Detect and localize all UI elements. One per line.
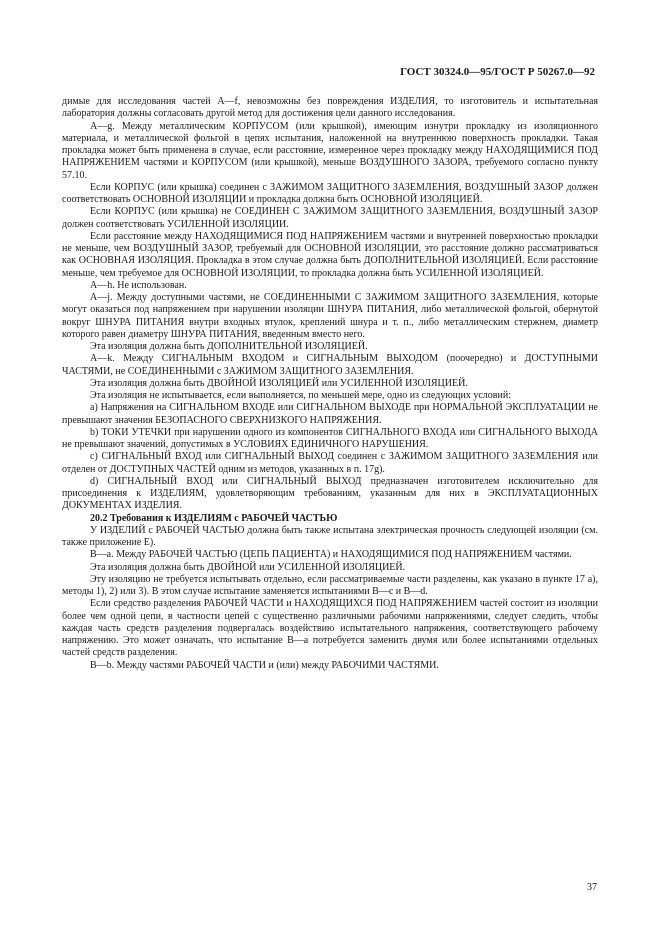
paragraph: А—g. Между металлическим КОРПУСОМ (или крышкой), имеющим изнутри прокладку из изоляционного материала, и металлической фольгой в цепях испытания, наложенной на внутреннюю поверхность прокладки. Такая прокладка может быть применена в случае, если расстояние, измеренное через прокладку между НАХОДЯЩИМИСЯ ПОД НАПРЯЖЕНИЕМ частями и КОРПУСОМ (или крышкой), меньше ВОЗДУШНОГО ЗАЗОРА, требуемого согласно пункту 57.10. xyxy=(62,120,598,181)
paragraph: В—b. Между частями РАБОЧЕЙ ЧАСТИ и (или) между РАБОЧИМИ ЧАСТЯМИ. xyxy=(90,659,439,671)
list-item: b) ТОКИ УТЕЧКИ при нарушении одного из компонентов СИГНАЛЬНОГО ВХОДА или СИГНАЛЬНОГО ВЫХОДА не превышают значений, допустимых в УСЛОВИЯХ ЕДИНИЧНОГО НАРУШЕНИЯ. xyxy=(62,426,598,450)
section-heading: 20.2 Требования к ИЗДЕЛИЯМ с РАБОЧЕЙ ЧАСТЬЮ xyxy=(90,512,338,524)
paragraph: А—h. Не использован. xyxy=(90,279,187,291)
paragraph: Эта изоляция должна быть ДВОЙНОЙ ИЗОЛЯЦИЕЙ или УСИЛЕННОЙ ИЗОЛЯЦИЕЙ. xyxy=(90,377,468,389)
document-header: ГОСТ 30324.0—95/ГОСТ Р 50267.0—92 xyxy=(400,66,595,78)
paragraph: димые для исследования частей А—f, невозможны без повреждения ИЗДЕЛИЯ, то изготовитель и испытательная лаборатория должны согласовать другой метод для достижения цели данного исследования. xyxy=(62,96,598,120)
page-number: 37 xyxy=(587,882,597,893)
paragraph: Эта изоляция не испытывается, если выполняется, по меньшей мере, одно из следующих условий: xyxy=(90,390,511,401)
paragraph: Если средство разделения РАБОЧЕЙ ЧАСТИ и НАХОДЯЩИХСЯ ПОД НАПРЯЖЕНИЕМ частей состоит из изоляции более чем одной цепи, в частности цепей с существенно различными рабочими напряжениями, следует следить, чтобы каждая часть средств разделения подвергалась воздействию испытательного напряжения, соответствующего рабочему напряжению. Это может означать, что испытание В—а потребуется заменить двумя или более испытаниями отдельных частей средств разделения. xyxy=(62,598,598,659)
list-item: с) СИГНАЛЬНЫЙ ВХОД или СИГНАЛЬНЫЙ ВЫХОД соединен с ЗАЖИМОМ ЗАЩИТНОГО ЗАЗЕМЛЕНИЯ или отделен от ДОСТУПНЫХ ЧАСТЕЙ одним из методов, указанных в п. 17g). xyxy=(62,451,598,475)
paragraph: У ИЗДЕЛИЙ с РАБОЧЕЙ ЧАСТЬЮ должна быть также испытана электрическая прочность следующей изоляции (см. также приложение Е). xyxy=(62,524,598,548)
list-item: d) СИГНАЛЬНЫЙ ВХОД или СИГНАЛЬНЫЙ ВЫХОД предназначен изготовителем исключительно для присоединения к ИЗДЕЛИЯМ, удовлетворяющим требованиям, указанным для них в ЭКСПЛУАТАЦИОННЫХ ДОКУМЕНТАХ ИЗДЕЛИЯ. xyxy=(62,475,598,512)
paragraph: Эту изоляцию не требуется испытывать отдельно, если рассматриваемые части разделены, как указано в пункте 17 а), методы 1), 2) или 3). В этом случае испытание заменяется испытаниями В—с и В—d. xyxy=(62,573,598,597)
list-item: а) Напряжения на СИГНАЛЬНОМ ВХОДЕ или СИГНАЛЬНОМ ВЫХОДЕ при НОРМАЛЬНОЙ ЭКСПЛУАТАЦИИ не превышают значения БЕЗОПАСНОГО СВЕРХНИЗКОГО НАПРЯЖЕНИЯ. xyxy=(62,402,598,426)
paragraph: Если расстояние между НАХОДЯЩИМИСЯ ПОД НАПРЯЖЕНИЕМ частями и внутренней поверхностью прокладки не меньше, чем ВОЗДУШНЫЙ ЗАЗОР, требуемый для ОСНОВНОЙ ИЗОЛЯЦИИ, это расстояние должно рассматриваться как ОСНОВНАЯ ИЗОЛЯЦИЯ. Прокладка в этом случае должна быть ДОПОЛНИТЕЛЬНОЙ ИЗОЛЯЦИЕЙ. Если расстояние меньше, чем требуемое для ОСНОВНОЙ ИЗОЛЯЦИИ, то прокладка должна быть УСИЛЕННОЙ ИЗОЛЯЦИЕЙ. xyxy=(62,230,598,279)
document-body xyxy=(62,96,598,672)
paragraph: А—j. Между доступными частями, не СОЕДИНЕННЫМИ С ЗАЖИМОМ ЗАЩИТНОГО ЗАЗЕМЛЕНИЯ, которые могут оказаться под напряжением при нарушении изоляции ШНУРА ПИТАНИЯ, либо металлической фольгой, обернутой вокруг ШНУРА ПИТАНИЯ внутри входных втулок, креплений шнура и т. п., либо металлическим стержнем, диаметр которого равен диаметру ШНУРА ПИТАНИЯ, введенным вместо него. xyxy=(62,292,598,340)
paragraph: Если КОРПУС (или крышка) не СОЕДИНЕН С ЗАЖИМОМ ЗАЩИТНОГО ЗАЗЕМЛЕНИЯ, ВОЗДУШНЫЙ ЗАЗОР должен соответствовать УСИЛЕННОЙ ИЗОЛЯЦИИ. xyxy=(62,206,598,230)
paragraph: В—а. Между РАБОЧЕЙ ЧАСТЬЮ (ЦЕПЬ ПАЦИЕНТА) и НАХОДЯЩИМИСЯ ПОД НАПРЯЖЕНИЕМ частями. xyxy=(90,549,572,561)
paragraph: Если КОРПУС (или крышка) соединен с ЗАЖИМОМ ЗАЩИТНОГО ЗАЗЕМЛЕНИЯ, ВОЗДУШНЫЙ ЗАЗОР должен соответствовать ОСНОВНОЙ ИЗОЛЯЦИИ и прокладка должна быть ОСНОВНОЙ ИЗОЛЯЦИЕЙ. xyxy=(62,181,598,205)
paragraph: Эта изоляция должна быть ДОПОЛНИТЕЛЬНОЙ ИЗОЛЯЦИЕЙ. xyxy=(90,341,368,352)
paragraph: Эта изоляция должна быть ДВОЙНОЙ или УСИЛЕННОЙ ИЗОЛЯЦИЕЙ. xyxy=(90,561,406,573)
paragraph: А—k. Между СИГНАЛЬНЫМ ВХОДОМ и СИГНАЛЬНЫМ ВЫХОДОМ (поочередно) и ДОСТУПНЫМИ ЧАСТЯМИ, не СОЕДИНЕННЫМИ с ЗАЖИМОМ ЗАЩИТНОГО ЗАЗЕМЛЕНИЯ. xyxy=(62,353,598,377)
